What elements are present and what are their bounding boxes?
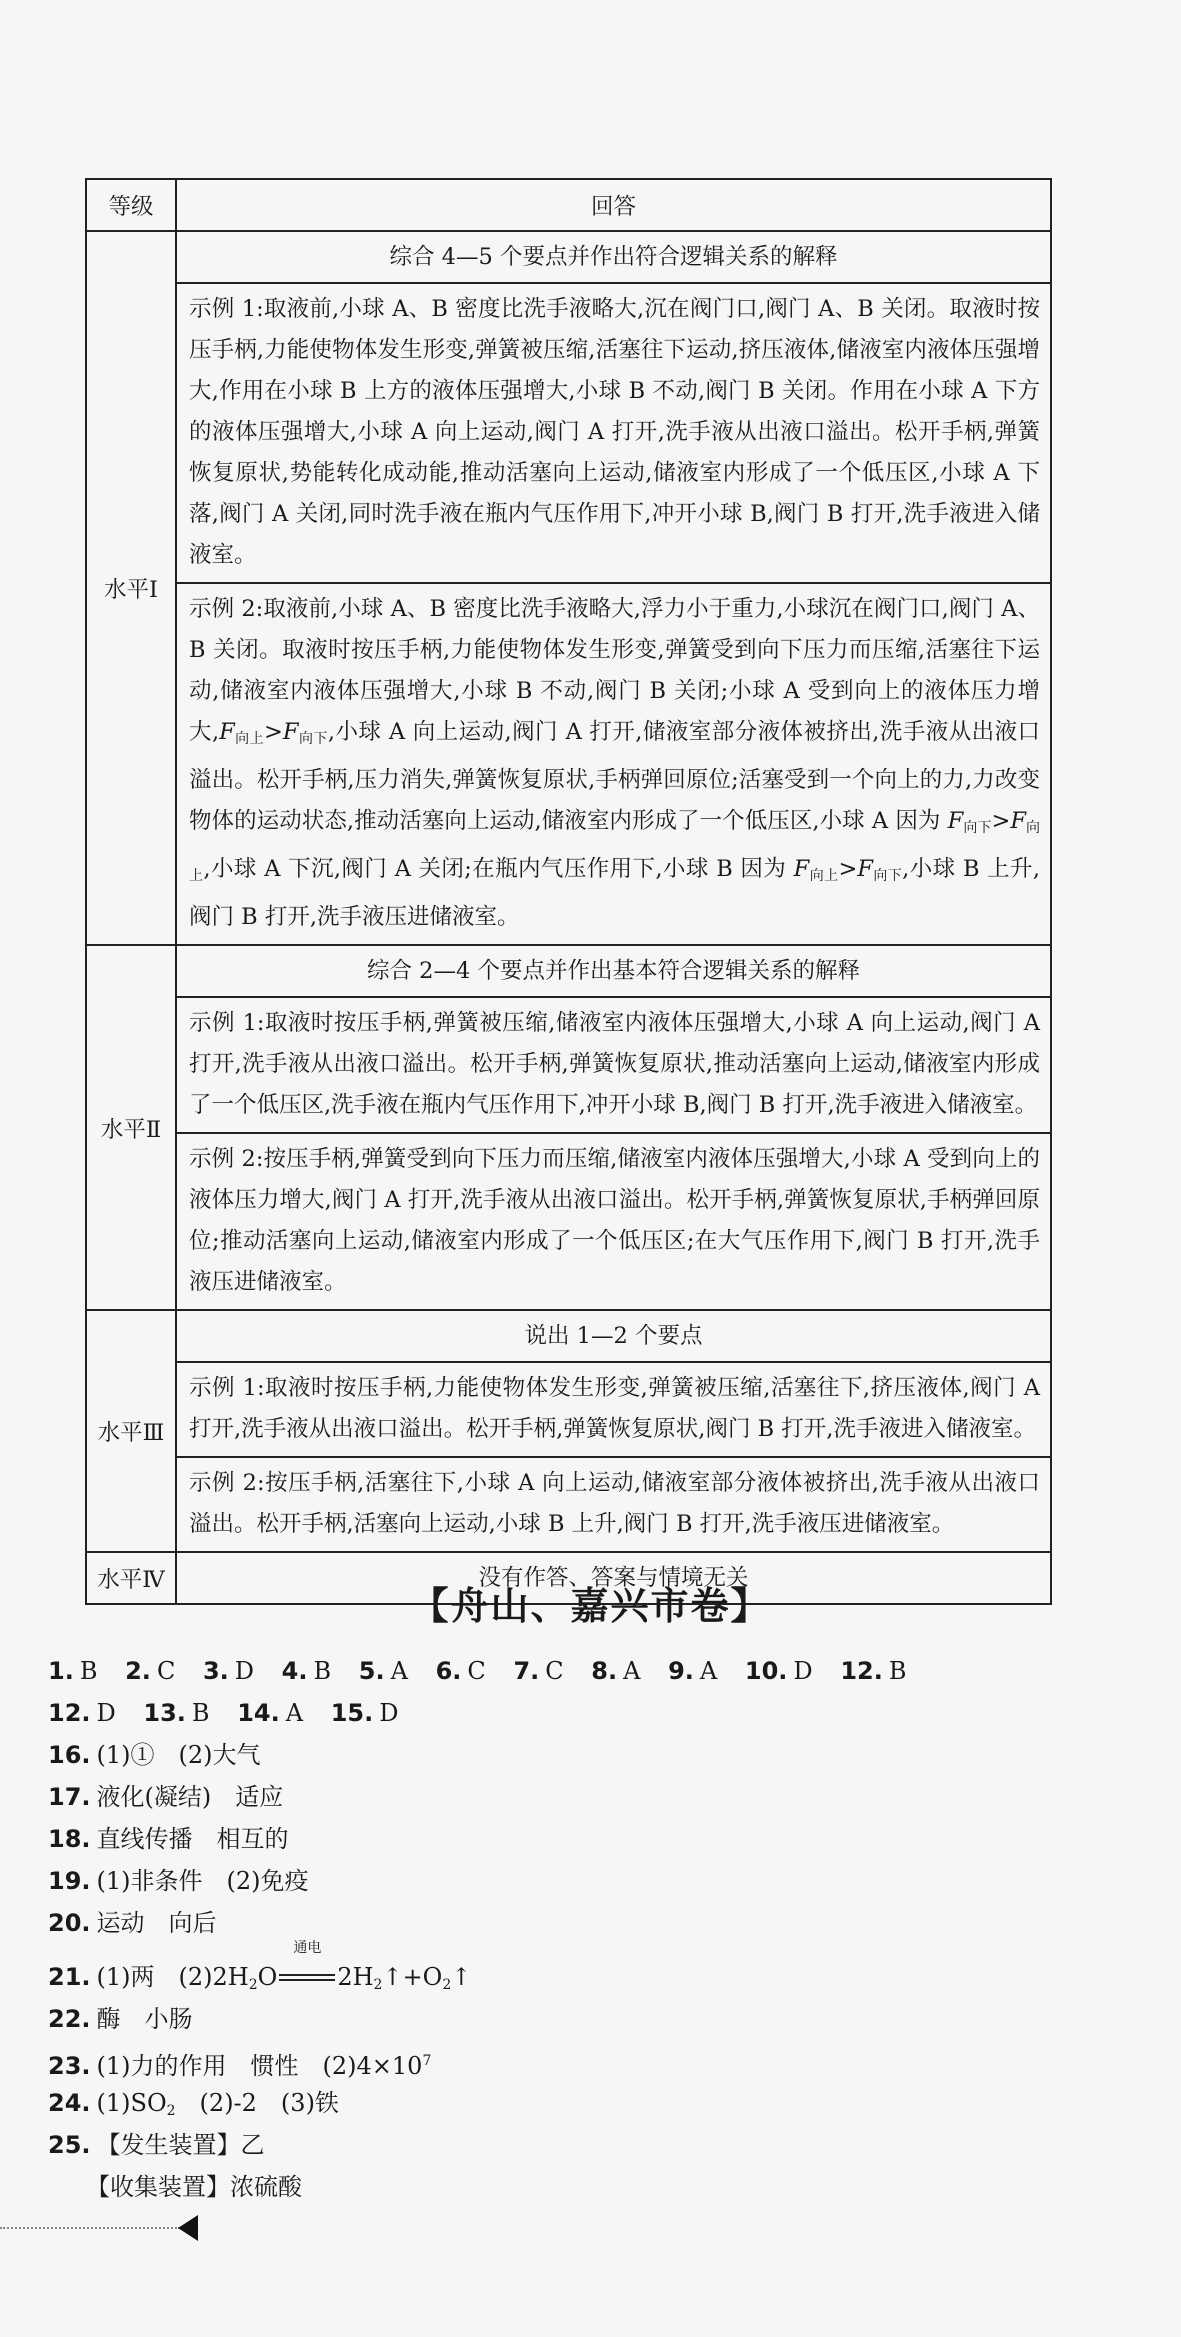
level-3-example-1: 示例 1:取液时按压手柄,力能使物体发生形变,弹簧被压缩,活塞往下,挤压液体,阀门 A 打开,洗手液从出液口溢出。松开手柄,弹簧恢复原状,阀门 B 打开,洗手液进入储液室。 [176, 1362, 1051, 1457]
level-3-example-2: 示例 2:按压手柄,活塞往下,小球 A 向上运动,储液室部分液体被挤出,洗手液从出液口溢出。松开手柄,活塞向上运动,小球 B 上升,阀门 B 打开,洗手液压进储液室。 [176, 1457, 1051, 1552]
header-level: 等级 [86, 179, 176, 231]
level-1-label: 水平Ⅰ [86, 231, 176, 945]
page-arrow-icon [178, 2215, 198, 2241]
answer-25-b: 【收集装置】浓硫酸 [86, 2173, 302, 2201]
answer-17: 17. 液化(凝结) 适应 [48, 1783, 284, 1811]
answers-row-2: 12. D 13. B 14. A 15. D [48, 1699, 399, 1727]
level-4-label: 水平Ⅳ [86, 1552, 176, 1604]
level-2-example-1: 示例 1:取液时按压手柄,弹簧被压缩,储液室内液体压强增大,小球 A 向上运动,阀门 A 打开,洗手液从出液口溢出。松开手柄,弹簧恢复原状,推动活塞向上运动,储液室内形成了一个低压区,洗手液在瓶内气压作用下,冲开小球 B,阀门 B 打开,洗手液进入储液室。 [176, 997, 1051, 1133]
section-title: 【舟山、嘉兴市卷】 [410, 1584, 771, 1628]
answer-22: 22. 酶 小肠 [48, 2005, 193, 2033]
level-2-label: 水平Ⅱ [86, 945, 176, 1310]
answer-18: 18. 直线传播 相互的 [48, 1825, 289, 1853]
answer-23: 23. (1)力的作用 惯性 $(2)4\times 10^7$ [48, 2052, 432, 2080]
header-answer: 回答 [176, 179, 1051, 231]
level-3-summary: 说出 1—2 个要点 [176, 1310, 1051, 1362]
level-2-example-2: 示例 2:按压手柄,弹簧受到向下压力而压缩,储液室内液体压强增大,小球 A 受到向上的液体压力增大,阀门 A 打开,洗手液从出液口溢出。松开手柄,弹簧恢复原状,手柄弹回原位;推动活塞向上运动,储液室内形成了一个低压区;在大气压作用下,阀门 B 打开,洗手液压进储液室。 [176, 1133, 1051, 1310]
level-2-summary: 综合 2—4 个要点并作出基本符合逻辑关系的解释 [176, 945, 1051, 997]
answer-list [48, 1650, 906, 2208]
level-3-label: 水平Ⅲ [86, 1310, 176, 1552]
level-1-summary: 综合 4—5 个要点并作出符合逻辑关系的解释 [176, 231, 1051, 283]
level-4-summary: 没有作答、答案与情境无关 [176, 1552, 1051, 1604]
answer-21: 21. (1)两 $(2)2H_2O$ 通电 $2H_2↑+O_2↑$ [48, 1956, 906, 1998]
answer-19: 19. (1)非条件 (2)免疫 [48, 1867, 309, 1895]
grading-table [85, 178, 1052, 1605]
answer-25: 25. 【发生装置】乙 [48, 2131, 265, 2159]
reaction-arrow: 通电 [277, 1956, 337, 1998]
answer-20: 20. 运动 向后 [48, 1909, 217, 1937]
answers-row-1: 1. B 2. C 3. D 4. B 5. A 6. C 7. C 8. A 9. A 10. D 12. B [48, 1657, 907, 1685]
level-1-example-1: 示例 1:取液前,小球 A、B 密度比洗手液略大,沉在阀门口,阀门 A、B 关闭。取液时按压手柄,力能使物体发生形变,弹簧被压缩,活塞往下运动,挤压液体,储液室内液体压强增大,作用在小球 B 上方的液体压强增大,小球 B 不动,阀门 B 关闭。作用在小球 A 下方的液体压强增大,小球 A 向上运动,阀门 A 打开,洗手液从出液口溢出。松开手柄,弹簧恢复原状,势能转化成动能,推动活塞向上运动,储液室内形成了一个低压区,小球 A 下落,阀门 A 关闭,同时洗手液在瓶内气压作用下,冲开小球 B,阀门 B 打开,洗手液进入储液室。 [176, 283, 1051, 583]
answer-24: 24. $(1)SO_2$ (2)-2 (3)铁 [48, 2089, 339, 2119]
answer-16: 16. (1)① (2)大气 [48, 1741, 261, 1769]
level-1-example-2: 示例 2:取液前,小球 A、B 密度比洗手液略大,浮力小于重力,小球沉在阀门口,阀门 A、B 关闭。取液时按压手柄,力能使物体发生形变,弹簧受到向下压力而压缩,活塞往下运动,储液室内液体压强增大,小球 B 不动,阀门 B 关闭;小球 A 受到向上的液体压力增大$,F_{向上}>F_{向下}$,小球 A 向上运动,阀门 A 打开,储液室部分液体被挤出,洗手液从出液口溢出。松开手柄,压力消失,弹簧恢复原状,手柄弹回原位;活塞受到一个向上的力,力改变物体的运动状态,推动活塞向上运动,储液室内形成了一个低压区,小球 A 因为 $F_{向下}>F_{向上}$,小球 A 下沉,阀门 A 关闭;在瓶内气压作用下,小球 B 因为 $F_{向上}>F_{向下}$,小球 B 上升,阀门 B 打开,洗手液压进储液室。 [176, 583, 1051, 945]
footer-dotted-line [0, 2227, 180, 2229]
